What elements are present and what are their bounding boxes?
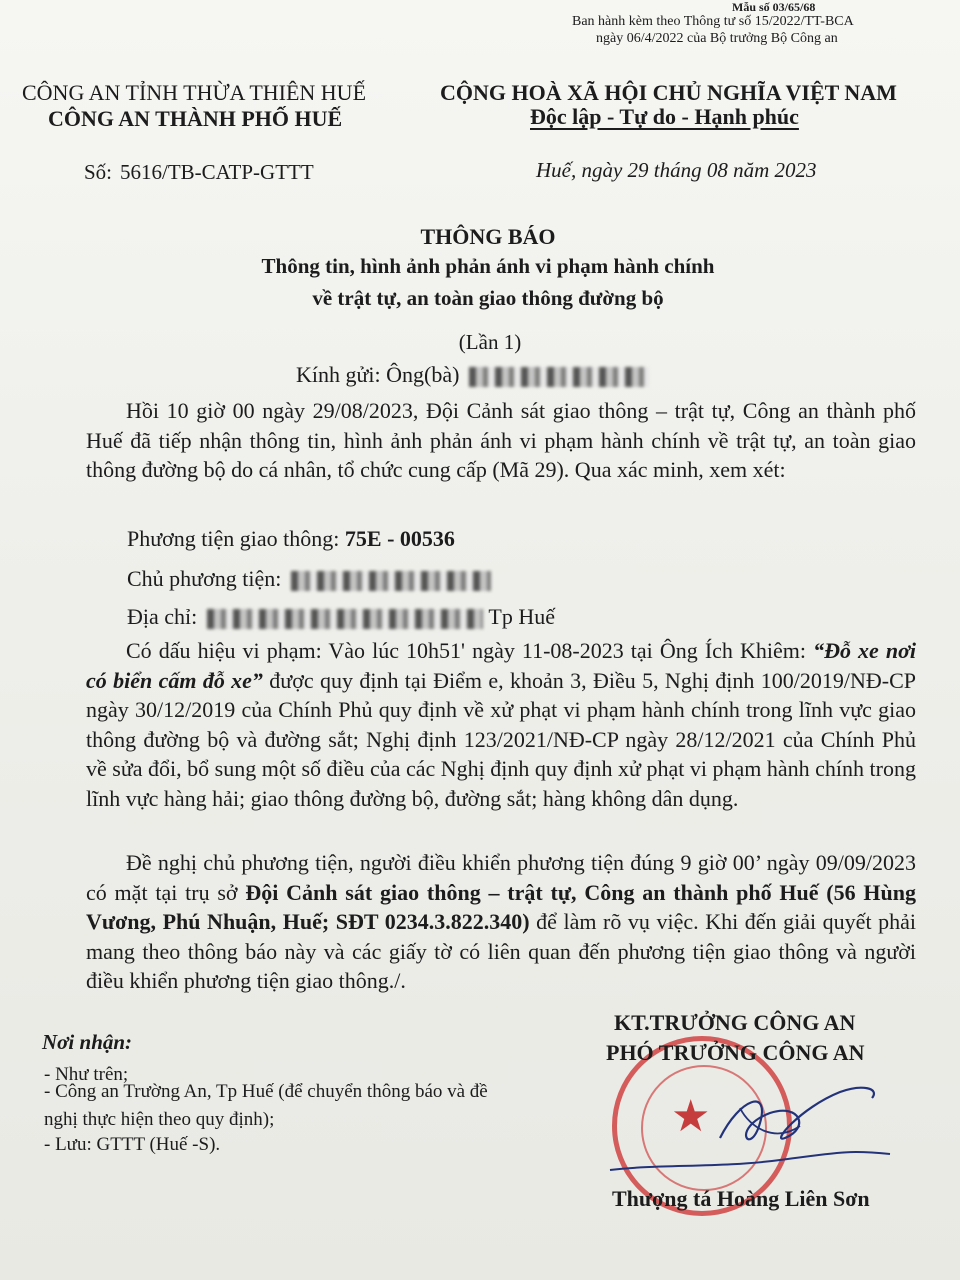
document-number-label: Số: (84, 160, 113, 184)
request-office: Đội Cảnh sát giao thông – trật tự, Công an thành phố Huế (56 Hùng Vương, Phú Nhuận, Huế; SĐT 0234.3.822.340) (86, 879, 916, 934)
address-label: Địa chỉ: (127, 604, 198, 629)
signer-name: Thượng tá Hoàng Liên Sơn (612, 1186, 870, 1211)
handwritten-signature (600, 1068, 900, 1188)
recipients-title: Nơi nhận: (42, 1030, 133, 1054)
nation-title: CỘNG HOÀ XÃ HỘI CHỦ NGHĨA VIỆT NAM (440, 80, 897, 105)
form-number: Mẫu số 03/65/68 (732, 0, 816, 14)
signature-title-1: KT.TRƯỞNG CÔNG AN (614, 1010, 856, 1035)
owner-field (127, 566, 491, 592)
signature-title-2: PHÓ TRƯỞNG CÔNG AN (606, 1040, 865, 1065)
violation-name: “Đỗ xe nơi có biển cấm đỗ xe” (86, 638, 917, 693)
agency-parent: CÔNG AN TỈNH THỪA THIÊN HUẾ (22, 80, 367, 105)
agency-name: CÔNG AN THÀNH PHỐ HUẾ (48, 106, 343, 131)
violation-legal-basis: được quy định tại Điểm e, khoản 3, Điều 5, Nghị định 100/2019/NĐ-CP ngày 30/12/2019 của Chính Phủ quy định về xử phạt vi phạm hành chính trong lĩnh vực giao thông đường bộ và đường sắt; Nghị định 123/2021/NĐ-CP ngày 28/12/2021 của Chính Phủ về sửa đổi, bổ sung một số điều của các Nghị định quy định xử phạt vi phạm hành chính trong lĩnh vực hàng hải; giao thông đường bộ, đường sắt; hàng không dân dụng. (86, 667, 916, 811)
intro-text: Hồi 10 giờ 00 ngày 29/08/2023, Đội Cảnh sát giao thông – trật tự, Công an thành phố Huế đã tiếp nhận thông tin, hình ảnh phản ánh vi phạm hành chính về trật tự, an toàn giao thông đường bộ do cá nhân, tổ chức cung cấp (Mã 29). Qua xác minh, xem xét: (86, 398, 916, 482)
document-title: THÔNG BÁO (420, 224, 556, 249)
recipient-item-2: - Công an Trường An, Tp Huế (để chuyển thông báo và đề nghị thực hiện theo quy định); (44, 1081, 488, 1130)
document-number-value: 5616/TB-CATP-GTTT (120, 160, 314, 184)
document-number (84, 160, 314, 185)
redacted-addressee (469, 367, 649, 387)
vehicle-plate: 75E - 00536 (344, 526, 455, 551)
notice-count: (Lần 1) (458, 330, 522, 354)
address-tail: Tp Huế (488, 604, 555, 629)
vehicle-field (127, 526, 455, 552)
request-intro: Đề nghị chủ phương tiện, người điều khiển phương tiện đúng 9 giờ 00’ ngày 09/09/2023 có mặt tại trụ sở (86, 850, 916, 905)
form-issued-line1: Ban hành kèm theo Thông tư số 15/2022/TT-BCA (572, 14, 854, 29)
redacted-owner (291, 571, 491, 591)
owner-label: Chủ phương tiện: (127, 566, 282, 591)
seal-star-icon: ★ (671, 1092, 711, 1141)
intro-paragraph (86, 396, 916, 485)
nation-motto: Độc lập - Tự do - Hạnh phúc (530, 104, 799, 129)
violation-intro: Có dấu hiệu vi phạm: Vào lúc 10h51' ngày 11-08-2023 tại Ông Ích Khiêm: (126, 638, 806, 663)
address-field (127, 604, 555, 630)
recipient-item-1: - Như trên; (44, 1064, 129, 1085)
form-issued-line2: ngày 06/4/2022 của Bộ trưởng Bộ Công an (596, 31, 838, 46)
document-subtitle-1: Thông tin, hình ảnh phản ánh vi phạm hành chính (261, 254, 715, 278)
vehicle-label: Phương tiện giao thông: (127, 526, 340, 551)
violation-paragraph (86, 636, 916, 813)
request-paragraph (86, 848, 916, 996)
document-subtitle-2: về trật tự, an toàn giao thông đường bộ (312, 286, 664, 310)
place-date: Huế, ngày 29 tháng 08 năm 2023 (536, 158, 817, 182)
redacted-address (207, 609, 483, 629)
recipient-item-3: - Lưu: GTTT (Huế -S). (44, 1134, 221, 1155)
request-rest: để làm rõ vụ việc. Khi đến giải quyết phải mang theo thông báo này và các giấy tờ có liên quan đến phương tiện giao thông và người điều khiển phương tiện giao thông./. (86, 909, 917, 993)
addressee-label: Kính gửi: Ông(bà) (296, 362, 460, 387)
addressee (296, 362, 649, 388)
